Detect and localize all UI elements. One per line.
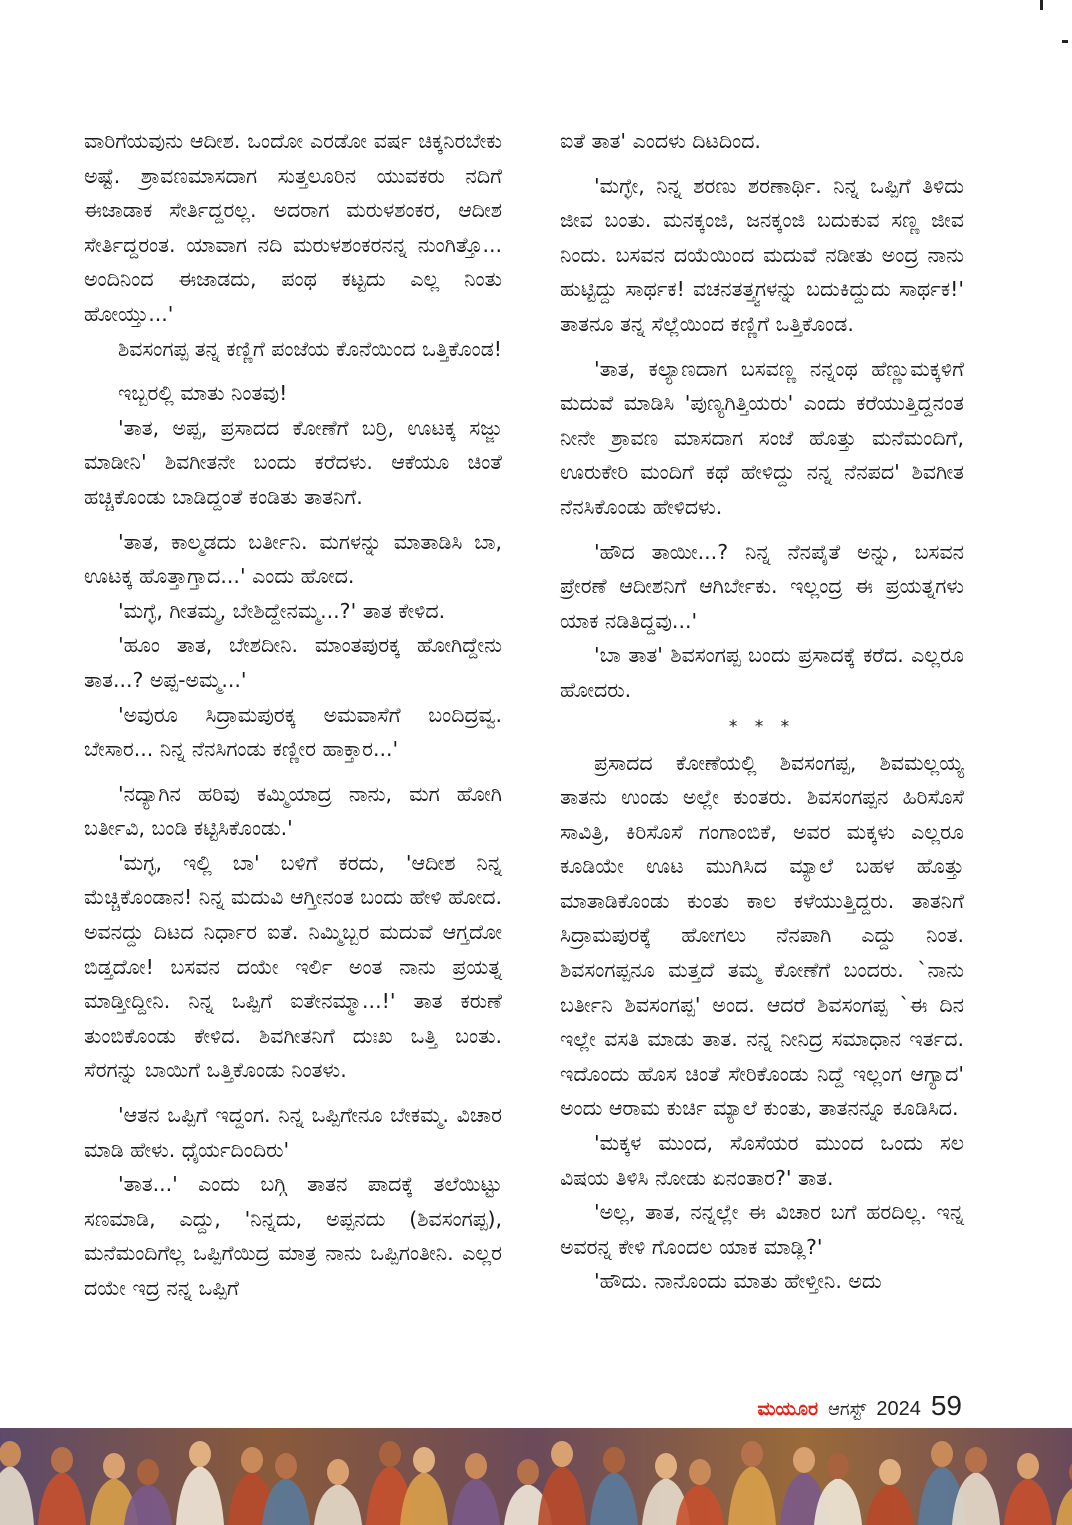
paragraph: ಪ್ರಸಾದದ ಕೋಣೆಯಲ್ಲಿ ಶಿವಸಂಗಪ್ಪ, ಶಿವಮಲ್ಲಯ್ಯ ತಾತನು ಉಂಡು ಅಲ್ಲೇ ಕುಂತರು. ಶಿವಸಂಗಪ್ಪನ ಹಿರಿಸೊಸೆ ಸಾವಿತ್ರಿ, ಕಿರಿಸೊಸೆ ಗಂಗಾಂಬಿಕೆ, ಅವರ ಮಕ್ಕಳು ಎಲ್ಲರೂ ಕೂಡಿಯೇ ಊಟ ಮುಗಿಸಿದ ಮ್ಯಾಲೆ ಬಹಳ ಹೊತ್ತು ಮಾತಾಡಿಕೊಂಡು ಕುಂತು ಕಾಲ ಕಳೆಯುತ್ತಿದ್ದರು. ತಾತನಿಗೆ ಸಿದ್ರಾಮಪುರಕ್ಕೆ ಹೋಗಲು ನೆನಪಾಗಿ ಎದ್ದು ನಿಂತ. ಶಿವಸಂಗಪ್ಪನೂ ಮತ್ತದೆ ತಮ್ಮ ಕೋಣೆಗೆ ಬಂದರು. `ನಾನು ಬರ್ತೀನಿ ಶಿವಸಂಗಪ್ಪ' ಅಂದ. ಆದರೆ ಶಿವಸಂಗಪ್ಪ `ಈ ದಿನ ಇಲ್ಲೇ ವಸತಿ ಮಾಡು ತಾತ. ನನ್ನ ನೀನಿದ್ರ ಸಮಾಧಾನ ಇರ್ತದ. ಇದೊಂದು ಹೊಸ ಚಿಂತೆ ಸೇರಿಕೊಂಡು ನಿದ್ದೆ ಇಲ್ಲಂಗ ಆಗ್ಯಾದ' ಅಂದು ಆರಾಮ ಕುರ್ಚಿ ಮ್ಯಾಲೆ ಕುಂತು, ತಾತನನ್ನೂ ಕೂಡಿಸಿದ. [560, 750, 964, 1121]
paragraph: ಇಬ್ಬರಲ್ಲಿ ಮಾತು ನಿಂತವು! [118, 381, 288, 406]
figure-head [931, 1441, 953, 1467]
crowd-illustration [0, 1428, 1072, 1525]
figure-head [879, 1459, 901, 1485]
magazine-brand: ಮಯೂರ [757, 1399, 819, 1420]
paragraph: 'ಬಾ ತಾತ' ಶಿವಸಂಗಪ್ಪ ಬಂದು ಪ್ರಸಾದಕ್ಕೆ ಕರೆದ. ಎಲ್ಲರೂ ಹೋದರು. [560, 643, 964, 702]
paragraph: 'ಮಗ್ಳೆ, ಗೀತಮ್ಮ, ಬೇಶಿದ್ದೇನಮ್ಮ...?' ತಾತ ಕೇಳಿದ. [118, 598, 446, 623]
paragraph: 'ತಾತ, ಅಪ್ಪ, ಪ್ರಸಾದದ ಕೋಣೆಗೆ ಬರ್ರಿ, ಊಟಕ್ಕ ಸಜ್ಜು ಮಾಡೀನಿ' ಶಿವಗೀತನೇ ಬಂದು ಕರೆದಳು. ಆಕೆಯೂ ಚಿಂತೆ ಹಚ್ಚಿಕೊಂಡು ಬಾಡಿದ್ದಂತೆ ಕಂಡಿತು ತಾತನಿಗೆ. [84, 415, 502, 509]
paragraph: ಐತೆ ತಾತ' ಎಂದಳು ದಿಟದಿಂದ. [560, 129, 761, 153]
figure-head [51, 1447, 73, 1473]
paragraph: 'ತಾತ, ಕಾಲ್ಮಡದು ಬರ್ತೀನಿ. ಮಗಳನ್ನು ಮಾತಾಡಿಸಿ ಬಾ, ಊಟಕ್ಕ ಹೊತ್ತಾಗ್ತಾದ...' ಎಂದು ಹೋದ. [84, 529, 502, 589]
paragraph: ಶಿವಸಂಗಪ್ಪ ತನ್ನ ಕಣ್ಣಿಗೆ ಪಂಜೆಯ ಕೊನೆಯಿಂದ ಒತ್ತಿಕೊಂಡ! [118, 336, 502, 361]
paragraph: 'ಮಕ್ಕಳ ಮುಂದ, ಸೊಸೆಯರ ಮುಂದ ಒಂದು ಸಲ ವಿಷಯ ತಿಳಿಸಿ ನೋಡು ಏನಂತಾರ?' ತಾತ. [560, 1131, 964, 1190]
figure-head [689, 1459, 711, 1485]
section-separator: * * * [728, 716, 796, 737]
illustration-banner [0, 1428, 1072, 1525]
paragraph: 'ಹೂಂ ತಾತ, ಬೇಶದೀನಿ. ಮಾಂತಪುರಕ್ಕ ಹೋಗಿದ್ದೇನು ತಾತ...? ಅಪ್ಪ-ಅಮ್ಮ...' [84, 633, 502, 692]
figure-head [137, 1459, 159, 1485]
figure-head [1017, 1453, 1039, 1479]
figure-head [603, 1447, 625, 1473]
paragraph: 'ಅಲ್ಲ, ತಾತ, ನನ್ನಲ್ಲೇ ಈ ವಿಚಾರ ಬಗೆ ಹರದಿಲ್ಲ. ಇನ್ನ ಅವರನ್ನ ಕೇಳಿ ಗೊಂದಲ ಯಾಕ ಮಾಡ್ಲಿ?' [560, 1200, 964, 1259]
figure-head [827, 1453, 849, 1479]
figure-head [241, 1447, 263, 1473]
paragraph: ವಾರಿಗೆಯವುನು ಆದೀಶ. ಒಂದೋ ಎರಡೋ ವರ್ಷ ಚಿಕ್ಕನಿರಬೇಕು ಅಷ್ಟೆ. ಶ್ರಾವಣಮಾಸದಾಗ ಸುತ್ತಲೂರಿನ ಯುವಕರು ನದಿಗೆ ಈಜಾಡಾಕ ಸೇರ್ತಿದ್ದರಲ್ಲ. ಅದರಾಗ ಮರುಳಶಂಕರ, ಆದೀಶ ಸೇರ್ತಿದ್ದರಂತ. ಯಾವಾಗ ನದಿ ಮರುಳಶಂಕರನನ್ನ ನುಂಗಿತ್ತೊ... ಅಂದಿನಿಂದ ಈಜಾಡದು, ಪಂಥ ಕಟ್ಟದು ಎಲ್ಲ ನಿಂತು ಹೋಯ್ತು...' [84, 129, 502, 326]
figure-head [275, 1453, 297, 1479]
left-column [84, 124, 502, 1306]
figure-head [793, 1447, 815, 1473]
figure-head [517, 1459, 539, 1485]
figure-head [965, 1447, 987, 1473]
issue-month: ಆಗಸ್ಟ್ [828, 1399, 867, 1419]
figure-head [189, 1441, 211, 1467]
figure-head [103, 1453, 125, 1479]
issue-year: 2024 [876, 1398, 921, 1420]
paragraph: 'ತಾತ, ಕಲ್ಯಾಣದಾಗ ಬಸವಣ್ಣ ನನ್ನಂಥ ಹೆಣ್ಣುಮಕ್ಕಳಿಗೆ ಮದುವೆ ಮಾಡಿಸಿ 'ಪುಣ್ಯಗಿತ್ತಿಯರು' ಎಂದು ಕರೆಯುತ್ತಿದ್ದನಂತ ನೀನೇ ಶ್ರಾವಣ ಮಾಸದಾಗ ಸಂಜೆ ಹೊತ್ತು ಮನೆಮಂದಿಗೆ, ಊರುಕೇರಿ ಮಂದಿಗೆ ಕಥೆ ಹೇಳಿದ್ದು ನನ್ನ ನೆನಪದ' ಶಿವಗೀತ ನೆನಸಿಕೊಂಡು ಹೇಳಿದಳು. [560, 356, 964, 519]
paragraph: 'ನದ್ಯಾಗಿನ ಹರಿವು ಕಮ್ಮಿಯಾದ್ರ ನಾನು, ಮಗ ಹೋಗಿ ಬರ್ತೀವಿ, ಬಂಡಿ ಕಟ್ಟಿಸಿಕೊಂಡು.' [84, 781, 502, 841]
paragraph: 'ಹೌದ ತಾಯೀ...? ನಿನ್ನ ನೆನಪೈತೆ ಅನ್ನು, ಬಸವನ ಪ್ರೇರಣೆ ಆದೀಶನಿಗೆ ಆಗಿರ್ಬೇಕು. ಇಲ್ಲಂದ್ರ ಈ ಪ್ರಯತ್ನಗಳು ಯಾಕ ನಡಿತಿದ್ದವು...' [560, 539, 964, 633]
figure-head [465, 1453, 487, 1479]
paragraph: 'ಹೌದು. ನಾನೊಂದು ಮಾತು ಹೇಳ್ತೀನಿ. ಅದು [594, 1269, 882, 1294]
paragraph: 'ಆತನ ಒಪ್ಪಿಗೆ ಇದ್ದಂಗ. ನಿನ್ನ ಒಪ್ಪಿಗೇನೂ ಬೇಕಮ್ಮ. ವಿಚಾರ ಮಾಡಿ ಹೇಳು. ಧೈರ್ಯದಿಂದಿರು' [84, 1103, 502, 1162]
figure-head [0, 1441, 21, 1467]
figure-head [741, 1441, 763, 1467]
crop-mark-side [1062, 40, 1068, 43]
article-page [84, 124, 964, 1394]
page-footer [757, 1390, 962, 1430]
page-number: 59 [930, 1390, 962, 1421]
figure-head [551, 1441, 573, 1467]
figure-head [327, 1459, 349, 1485]
figure-head [655, 1453, 677, 1479]
paragraph: 'ಮಗ್ಳ, ಇಲ್ಲಿ ಬಾ' ಬಳಿಗೆ ಕರದು, 'ಆದೀಶ ನಿನ್ನ ಮೆಚ್ಚಿಕೊಂಡಾನ! ನಿನ್ನ ಮದುವಿ ಆಗ್ತೀನಂತ ಬಂದು ಹೇಳಿ ಹೋದ. ಅವನದ್ದು ದಿಟದ ನಿರ್ಧಾರ ಐತೆ. ನಿಮ್ಮಿಬ್ಬರ ಮದುವೆ ಆಗ್ತದೋ ಬಿಡ್ತದೋ! ಬಸವನ ದಯೇ ಇರ್ಲಿ ಅಂತ ನಾನು ಪ್ರಯತ್ನ ಮಾಡ್ತೀದ್ದೀನಿ. ನಿನ್ನ ಒಪ್ಪಿಗೆ ಐತೇನಮ್ಮಾ...!' ತಾತ ಕರುಣೆ ತುಂಬಿಕೊಂಡು ಕೇಳಿದ. ಶಿವಗೀತನಿಗೆ ದುಃಖ ಒತ್ತಿ ಬಂತು. ಸೆರಗನ್ನು ಬಾಯಿಗೆ ಒತ್ತಿಕೊಂಡು ನಿಂತಳು. [84, 850, 502, 1083]
figure-head [413, 1447, 435, 1473]
paragraph: 'ಅವುರೂ ಸಿದ್ರಾಮಪುರಕ್ಕ ಅಮವಾಸೆಗೆ ಬಂದಿದ್ರವ್ವ. ಬೇಸಾರ... ನಿನ್ನ ನೆನಸಿಗಂಡು ಕಣ್ಣೀರ ಹಾಕ್ತಾರ...' [84, 702, 502, 762]
paragraph: 'ಮಗ್ಳೇ, ನಿನ್ನ ಶರಣು ಶರಣಾರ್ಥಿ. ನಿನ್ನ ಒಪ್ಪಿಗೆ ತಿಳಿದು ಜೀವ ಬಂತು. ಮನಕ್ಕಂಜಿ, ಜನಕ್ಕಂಜಿ ಬದುಕುವ ಸಣ್ಣ ಜೀವ ನಿಂದು. ಬಸವನ ದಯೆಯಿಂದ ಮದುವೆ ನಡೀತು ಅಂದ್ರ ನಾನು ಹುಟ್ಟಿದ್ದು ಸಾರ್ಥಕ! ವಚನತತ್ತ್ವಗಳನ್ನು ಬದುಕಿದ್ದುದು ಸಾರ್ಥಕ!' ತಾತನೂ ತನ್ನ ಸೆಲ್ಲೆಯಿಂದ ಕಣ್ಣಿಗೆ ಒತ್ತಿಕೊಂಡ. [560, 173, 964, 336]
right-column [560, 124, 964, 1299]
crop-mark-top [1040, 0, 1043, 10]
paragraph: 'ತಾತ...' ಎಂದು ಬಗ್ಗಿ ತಾತನ ಪಾದಕ್ಕೆ ತಲೆಯಿಟ್ಟು ಸಣಮಾಡಿ, ಎದ್ದು, 'ನಿನ್ನದು, ಅಪ್ಪನದು (ಶಿವಸಂಗಪ್ಪ), ಮನೆಮಂದಿಗೆಲ್ಲ ಒಪ್ಪಿಗೆಯಿದ್ರ ಮಾತ್ರ ನಾನು ಒಪ್ಪಿಗಂತೀನಿ. ಎಲ್ಲರ ದಯೇ ಇದ್ರ ನನ್ನ ಒಪ್ಪಿಗೆ [84, 1172, 502, 1300]
figure-head [379, 1441, 401, 1467]
